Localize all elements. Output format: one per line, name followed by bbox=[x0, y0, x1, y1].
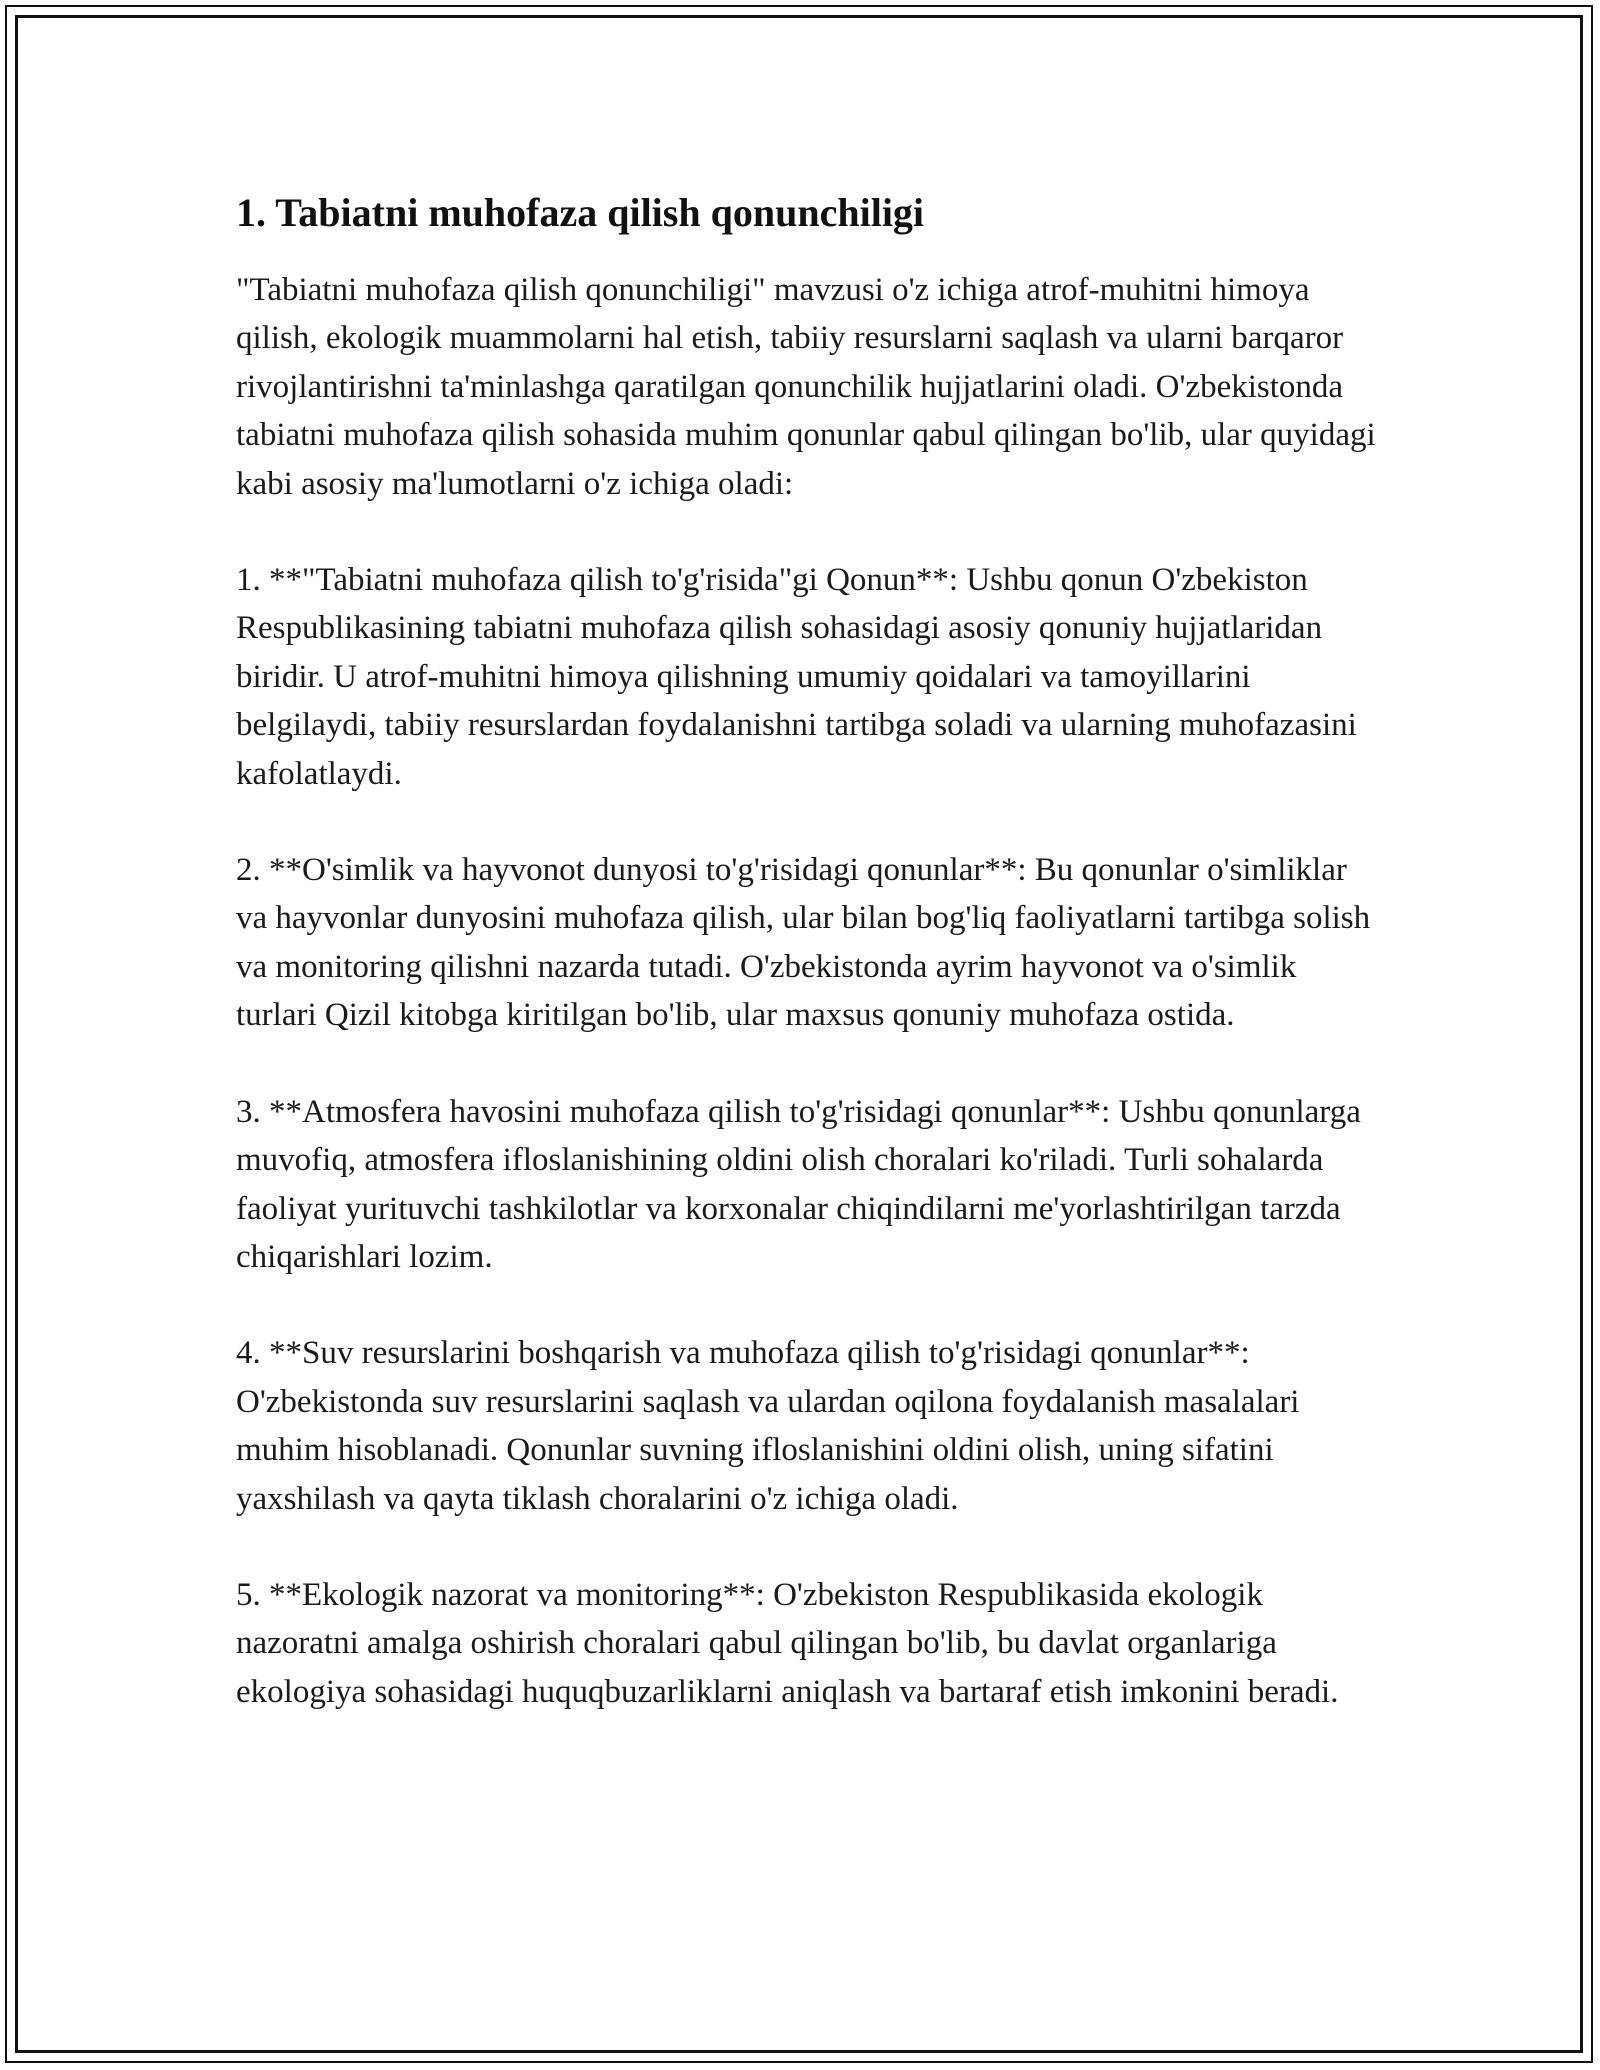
law-item-1-paragraph: 1. **"Tabiatni muhofaza qilish to'g'risida"gi Qonun**: Ushbu qonun O'zbekiston Respublikasining tabiatni muhofaza qilish sohasidagi asosiy qonuniy hujjatlaridan biridir. U atrof-muhitni himoya qilishning umumiy qoidalari va tamoyillarini belgilaydi, tabiiy resurslardan foydalanishni tartibga soladi va ularning muhofazasini kafolatlaydi. bbox=[236, 562, 1357, 792]
law-item-2-paragraph: 2. **O'simlik va hayvonot dunyosi to'g'risidagi qonunlar**: Bu qonunlar o'simliklar va hayvonlar dunyosini muhofaza qilish, ular bilan bog'liq faoliyatlarni tartibga solish va monitoring qilishni nazarda tutadi. O'zbekistonda ayrim hayvonot va o'simlik turlari Qizil kitobga kiritilgan bo'lib, ular maxsus qonuniy muhofaza ostida. bbox=[236, 852, 1371, 1034]
law-item-4-paragraph: 4. **Suv resurslarini boshqarish va muhofaza qilish to'g'risidagi qonunlar**: O'zbekistonda suv resurslarini saqlash va ulardan oqilona foydalanish masalalari muhim hisoblanadi. Qonunlar suvning ifloslanishini oldini olish, uning sifatini yaxshilash va qayta tiklash choralarini o'z ichiga oladi. bbox=[236, 1335, 1300, 1517]
intro-paragraph: "Tabiatni muhofaza qilish qonunchiligi" mavzusi o'z ichiga atrof-muhitni himoya qilish, ekologik muammolarni hal etish, tabiiy resurslarni saqlash va ularni barqaror rivojlantirishni ta'minlashga qaratilgan qonunchilik hujjatlarini oladi. O'zbekistonda tabiatni muhofaza qilish sohasida muhim qonunlar qabul qilingan bo'lib, ular quyidagi kabi asosiy ma'lumotlarni o'z ichiga oladi: bbox=[236, 272, 1376, 502]
section-title: 1. Tabiatni muhofaza qilish qonunchiligi bbox=[236, 190, 925, 235]
law-item-5-paragraph: 5. **Ekologik nazorat va monitoring**: O'zbekiston Respublikasida ekologik nazoratni amalga oshirish choralari qabul qilingan bo'lib, bu davlat organlariga ekologiya sohasidagi huquqbuzarliklarni aniqlash va bartaraf etish imkonini beradi. bbox=[236, 1576, 1339, 1710]
law-item-3-paragraph: 3. **Atmosfera havosini muhofaza qilish to'g'risidagi qonunlar**: Ushbu qonunlarga muvofiq, atmosfera ifloslanishining oldini olish choralari ko'riladi. Turli sohalarda faoliyat yurituvchi tashkilotlar va korxonalar chiqindilarni me'yorlashtirilgan tarzda chiqarishlari lozim. bbox=[236, 1093, 1361, 1275]
document-body bbox=[236, 188, 1376, 1716]
